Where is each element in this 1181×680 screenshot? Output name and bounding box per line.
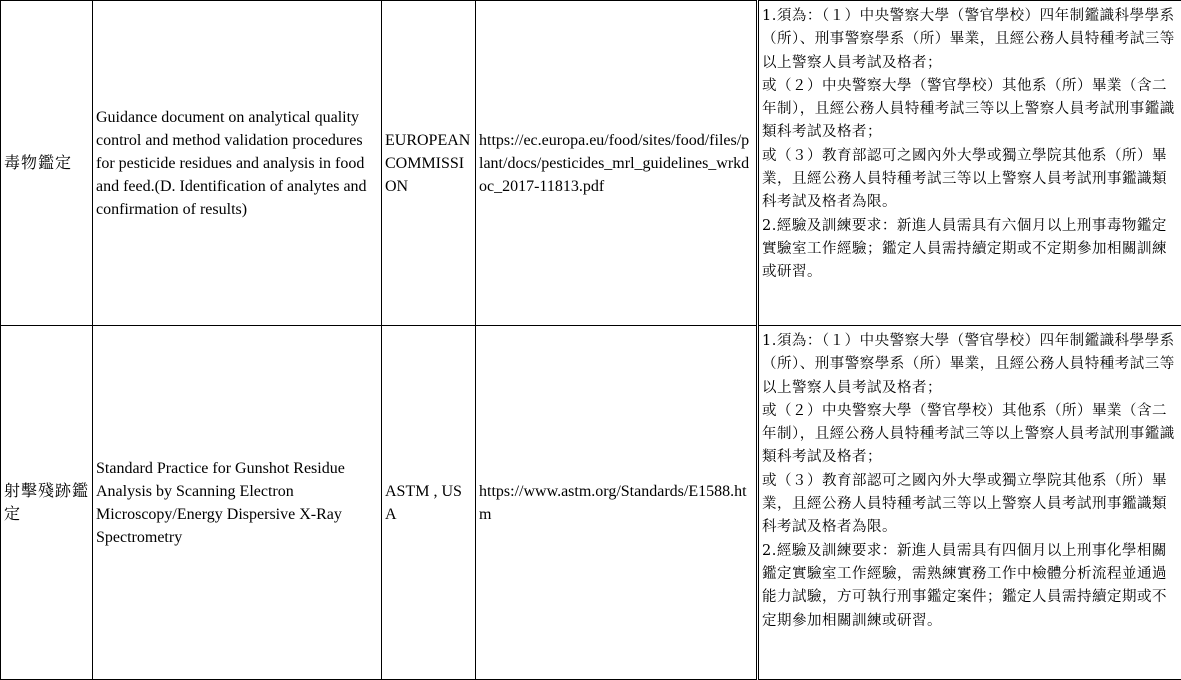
requirements-cell [758,326,1181,680]
requirement-line: 或（２）中央警察大學（警官學校）其他系（所）畢業（含二年制），且經公務人員特種考試三等以上警察人員考試刑事鑑識類科考試及格者； [762,75,1178,145]
reference-document-cell: Guidance document on analytical quality control and method validation procedures for pesticide residues and analysis in food and feed.(D. Identification of analytes and confirmation of results) [93,1,382,326]
requirement-line: 1.須為：（１）中央警察大學（警官學校）四年制鑑識科學學系（所）、刑事警察學系（所）畢業，且經公務人員特種考試三等以上警察人員考試及格者； [762,5,1178,75]
requirements-cell [758,1,1181,326]
table-row [1,1,1181,326]
field-name-cell: 射擊殘跡鑑定 [1,326,93,680]
requirement-line: 或（２）中央警察大學（警官學校）其他系（所）畢業（含二年制），且經公務人員特種考試三等以上警察人員考試刑事鑑識類科考試及格者； [762,400,1178,470]
requirement-line: 2.經驗及訓練要求：新進人員需具有四個月以上刑事化學相關鑑定實驗室工作經驗，需熟練實務工作中檢體分析流程並通過能力試驗，方可執行刑事鑑定案件；鑑定人員需持續定期或不定期參加相關訓練或研習。 [762,540,1178,633]
organization-cell: ASTM , USA [382,326,476,680]
requirement-line: 或（３）教育部認可之國內外大學或獨立學院其他系（所）畢業，且經公務人員特種考試三等以上警察人員考試刑事鑑識類科考試及格者為限。 [762,145,1178,215]
requirement-line: 或（３）教育部認可之國內外大學或獨立學院其他系（所）畢業，且經公務人員特種考試三等以上警察人員考試刑事鑑識類科考試及格者為限。 [762,470,1178,540]
table-row [1,326,1181,680]
organization-cell: EUROPEAN COMMISSION [382,1,476,326]
requirement-line: 2.經驗及訓練要求：新進人員需具有六個月以上刑事毒物鑑定實驗室工作經驗；鑑定人員需持續定期或不定期參加相關訓練或研習。 [762,215,1178,285]
reference-document-cell: Standard Practice for Gunshot Residue Analysis by Scanning Electron Microscopy/Energy Dispersive X-Ray Spectrometry [93,326,382,680]
reference-url-cell: https://www.astm.org/Standards/E1588.htm [476,326,758,680]
reference-url-cell: https://ec.europa.eu/food/sites/food/files/plant/docs/pesticides_mrl_guidelines_wrkdoc_2017-11813.pdf [476,1,758,326]
field-name-cell: 毒物鑑定 [1,1,93,326]
requirement-line: 1.須為：（１）中央警察大學（警官學校）四年制鑑識科學學系（所）、刑事警察學系（所）畢業，且經公務人員特種考試三等以上警察人員考試及格者； [762,330,1178,400]
